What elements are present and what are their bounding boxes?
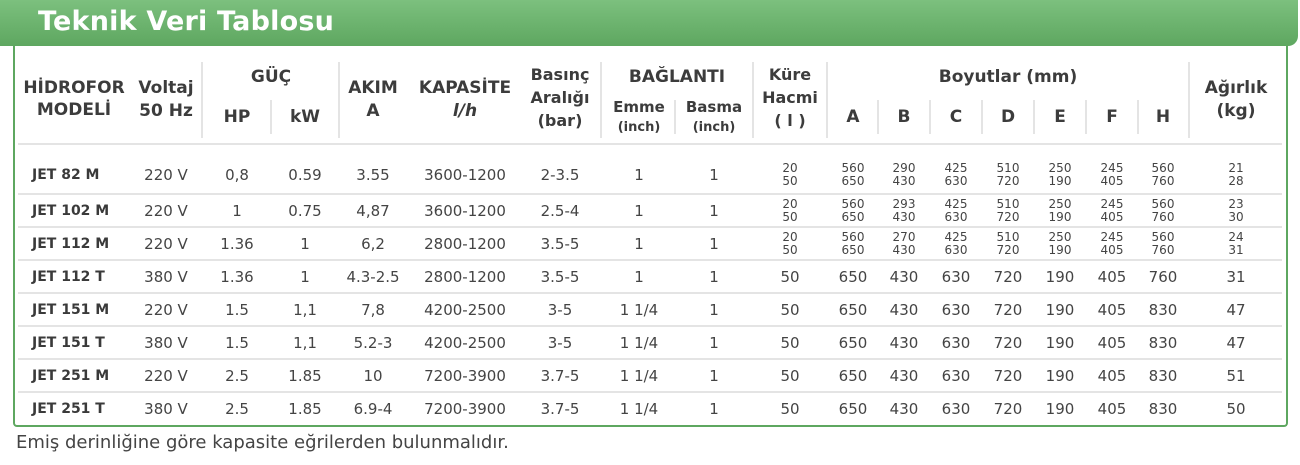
row-dim-1-2: 430	[892, 242, 916, 257]
header-pressure-top: Basınç	[530, 65, 590, 84]
row-tank: 50	[780, 366, 800, 385]
row-tank: 50	[780, 300, 800, 319]
row-dim-4-1: 250	[1048, 229, 1072, 244]
row-current: 4.3-2.5	[346, 267, 400, 286]
row-dim-6-1: 560	[1151, 229, 1175, 244]
row-dim-0-2: 650	[841, 242, 865, 257]
row-dim-3: 720	[993, 300, 1023, 319]
row-kw: 0.59	[288, 166, 322, 184]
row-dim-0-2: 650	[841, 174, 865, 188]
row-weight: 50	[1226, 399, 1246, 418]
row-dim-6: 830	[1148, 300, 1178, 319]
header-pressure-bottom: (bar)	[537, 111, 583, 130]
row-capacity: 4200-2500	[424, 333, 506, 352]
header-dim-d: D	[1000, 107, 1016, 127]
row-kw: 1.85	[288, 366, 322, 385]
row-dim-6: 830	[1148, 366, 1178, 385]
row-dim-1-2: 430	[892, 209, 916, 224]
row-kw: 1	[300, 234, 310, 253]
row-dim-1-1: 290	[892, 161, 916, 175]
header-dim-b: B	[897, 107, 911, 127]
row-hp: 1.36	[220, 234, 254, 253]
row-pressure: 2.5-4	[540, 201, 580, 220]
row-weight-1: 24	[1228, 229, 1244, 244]
header-suction-unit: (inch)	[617, 120, 661, 135]
row-dim-1-1: 270	[892, 229, 916, 244]
header-dim-e: E	[1054, 107, 1066, 127]
header-connection: BAĞLANTI	[628, 67, 726, 87]
row-dim-6: 760	[1148, 267, 1178, 286]
row-dim-5: 405	[1097, 399, 1127, 418]
row-model: JET 112 M	[32, 235, 110, 252]
row-discharge: 1	[709, 201, 719, 220]
row-hp: 0,8	[225, 166, 249, 184]
header-dimensions: Boyutlar (mm)	[938, 67, 1078, 87]
header-dim-a: A	[846, 107, 860, 127]
row-current: 6,2	[361, 234, 385, 253]
row-suction: 1 1/4	[619, 300, 659, 319]
row-dim-1-2: 430	[892, 174, 916, 188]
row-current: 10	[363, 366, 383, 385]
row-discharge: 1	[709, 333, 719, 352]
row-dim-1: 430	[889, 366, 919, 385]
row-suction: 1	[634, 166, 644, 184]
row-kw: 1,1	[293, 300, 317, 319]
row-dim-3-1: 510	[996, 196, 1020, 211]
row-current: 5.2-3	[353, 333, 393, 352]
row-weight: 47	[1226, 300, 1246, 319]
row-tank: 50	[780, 267, 800, 286]
row-dim-6-2: 760	[1151, 174, 1175, 188]
row-pressure: 2-3.5	[540, 166, 580, 184]
row-dim-1: 430	[889, 399, 919, 418]
header-suction: Emme	[613, 98, 665, 116]
row-dim-0-1: 560	[841, 161, 865, 175]
row-dim-4: 190	[1045, 300, 1075, 319]
row-dim-4-1: 250	[1048, 196, 1072, 211]
row-suction: 1	[634, 267, 644, 286]
header-tank-top: Küre	[768, 65, 812, 84]
row-dim-3: 720	[993, 399, 1023, 418]
page-title: Teknik Veri Tablosu	[38, 6, 335, 37]
row-weight-2: 28	[1228, 174, 1244, 188]
row-dim-6-2: 760	[1151, 209, 1175, 224]
row-kw: 1,1	[293, 333, 317, 352]
header-current-top: AKIM	[348, 78, 398, 98]
row-discharge: 1	[709, 300, 719, 319]
row-capacity: 3600-1200	[424, 166, 506, 184]
row-current: 3.55	[356, 166, 390, 184]
row-dim-3: 720	[993, 366, 1023, 385]
row-model: JET 151 T	[32, 334, 105, 351]
row-voltage: 220 V	[144, 201, 188, 220]
header-dim-f: F	[1106, 107, 1118, 127]
row-suction: 1 1/4	[619, 333, 659, 352]
row-weight-1: 23	[1228, 196, 1244, 211]
row-pressure: 3.5-5	[540, 267, 580, 286]
row-voltage: 220 V	[144, 166, 188, 184]
header-model	[20, 77, 128, 121]
row-tank-1: 20	[782, 196, 798, 211]
row-dim-2: 630	[941, 333, 971, 352]
row-dim-0: 650	[838, 399, 868, 418]
row-discharge: 1	[709, 366, 719, 385]
row-dim-6-1: 560	[1151, 161, 1175, 175]
row-current: 4,87	[356, 201, 390, 220]
row-pressure: 3.7-5	[540, 366, 580, 385]
row-dim-1: 430	[889, 267, 919, 286]
row-dim-6: 830	[1148, 333, 1178, 352]
row-discharge: 1	[709, 267, 719, 286]
row-current: 6.9-4	[353, 399, 393, 418]
row-tank: 50	[780, 399, 800, 418]
header-power: GÜÇ	[250, 67, 292, 87]
row-tank: 50	[780, 333, 800, 352]
header-capacity: KAPASİTE	[418, 78, 512, 98]
header-discharge-unit: (inch)	[692, 120, 736, 135]
row-voltage: 380 V	[144, 399, 188, 418]
row-suction: 1	[634, 201, 644, 220]
row-model: JET 251 M	[32, 367, 110, 384]
row-dim-3: 720	[993, 333, 1023, 352]
header-tank-bottom: ( l )	[774, 111, 806, 130]
row-weight: 51	[1226, 366, 1246, 385]
row-dim-2-1: 425	[944, 161, 968, 175]
row-kw: 1	[300, 267, 310, 286]
row-discharge: 1	[709, 166, 719, 184]
row-voltage: 220 V	[144, 300, 188, 319]
row-kw: 1.85	[288, 399, 322, 418]
row-model: JET 151 M	[32, 301, 110, 318]
row-dim-5-2: 405	[1100, 209, 1124, 224]
header-dim-c: C	[949, 107, 963, 127]
row-hp: 2.5	[225, 399, 249, 418]
row-model: JET 102 M	[32, 202, 110, 219]
row-dim-2-1: 425	[944, 196, 968, 211]
row-dim-4: 190	[1045, 366, 1075, 385]
row-dim-5-1: 245	[1100, 229, 1124, 244]
row-capacity: 4200-2500	[424, 300, 506, 319]
row-capacity: 7200-3900	[424, 366, 506, 385]
header-kw: kW	[289, 107, 321, 127]
row-dim-4-1: 250	[1048, 161, 1072, 175]
row-dim-0: 650	[838, 366, 868, 385]
row-dim-3-2: 720	[996, 209, 1020, 224]
row-suction: 1 1/4	[619, 366, 659, 385]
row-hp: 1.36	[220, 267, 254, 286]
header-weight-top: Ağırlık	[1204, 78, 1268, 98]
header-pressure-mid: Aralığı	[530, 88, 590, 107]
row-voltage: 380 V	[144, 333, 188, 352]
header-model-label: HİDROFOR MODELİ	[23, 78, 125, 120]
row-dim-4-2: 190	[1048, 242, 1072, 257]
row-dim-5-1: 245	[1100, 161, 1124, 175]
row-hp: 1.5	[225, 300, 249, 319]
row-dim-5: 405	[1097, 366, 1127, 385]
row-pressure: 3.5-5	[540, 234, 580, 253]
header-voltage-top: Voltaj	[138, 78, 194, 98]
row-dim-3: 720	[993, 267, 1023, 286]
row-dim-2-2: 630	[944, 209, 968, 224]
row-dim-4: 190	[1045, 267, 1075, 286]
row-voltage: 220 V	[144, 366, 188, 385]
header-voltage-bottom: 50 Hz	[139, 101, 193, 121]
row-dim-4: 190	[1045, 399, 1075, 418]
row-voltage: 380 V	[144, 267, 188, 286]
row-pressure: 3.7-5	[540, 399, 580, 418]
row-dim-4: 190	[1045, 333, 1075, 352]
row-capacity: 2800-1200	[424, 234, 506, 253]
row-weight: 47	[1226, 333, 1246, 352]
row-weight-2: 31	[1228, 242, 1244, 257]
row-dim-5: 405	[1097, 300, 1127, 319]
row-dim-0-2: 650	[841, 209, 865, 224]
row-weight-1: 21	[1228, 161, 1244, 175]
row-kw: 0.75	[288, 201, 322, 220]
row-dim-2: 630	[941, 300, 971, 319]
row-dim-5: 405	[1097, 333, 1127, 352]
row-dim-0-1: 560	[841, 196, 865, 211]
row-dim-4-2: 190	[1048, 174, 1072, 188]
row-suction: 1 1/4	[619, 399, 659, 418]
row-dim-6-2: 760	[1151, 242, 1175, 257]
row-voltage: 220 V	[144, 234, 188, 253]
row-tank-2: 50	[782, 242, 798, 257]
header-discharge: Basma	[685, 98, 743, 116]
row-dim-3-1: 510	[996, 161, 1020, 175]
row-dim-1: 430	[889, 333, 919, 352]
row-model: JET 112 T	[32, 268, 105, 285]
row-dim-4-2: 190	[1048, 209, 1072, 224]
row-dim-0: 650	[838, 333, 868, 352]
row-dim-1: 430	[889, 300, 919, 319]
row-capacity: 7200-3900	[424, 399, 506, 418]
row-pressure: 3-5	[547, 333, 573, 352]
row-current: 7,8	[361, 300, 385, 319]
row-tank-1: 20	[782, 161, 798, 175]
row-dim-5-1: 245	[1100, 196, 1124, 211]
row-dim-5-2: 405	[1100, 174, 1124, 188]
row-model: JET 82 M	[32, 167, 100, 183]
row-dim-5: 405	[1097, 267, 1127, 286]
row-weight-2: 30	[1228, 209, 1244, 224]
row-capacity: 3600-1200	[424, 201, 506, 220]
row-dim-1-1: 293	[892, 196, 916, 211]
footnote: Emiş derinliğine göre kapasite eğrilerden bulunmalıdır.	[16, 432, 509, 453]
row-dim-2-1: 425	[944, 229, 968, 244]
row-model: JET 251 T	[32, 400, 105, 417]
header-hp: HP	[223, 107, 251, 127]
row-dim-6: 830	[1148, 399, 1178, 418]
row-dim-3-2: 720	[996, 242, 1020, 257]
row-dim-2-2: 630	[944, 174, 968, 188]
row-discharge: 1	[709, 234, 719, 253]
row-hp: 1	[232, 201, 242, 220]
row-tank-2: 50	[782, 174, 798, 188]
row-hp: 2.5	[225, 366, 249, 385]
row-suction: 1	[634, 234, 644, 253]
header-capacity-unit: l/h	[452, 101, 478, 121]
row-weight: 31	[1226, 267, 1246, 286]
row-dim-2: 630	[941, 267, 971, 286]
row-capacity: 2800-1200	[424, 267, 506, 286]
row-dim-2: 630	[941, 366, 971, 385]
row-dim-0: 650	[838, 267, 868, 286]
row-tank-1: 20	[782, 229, 798, 244]
row-dim-0-1: 560	[841, 229, 865, 244]
row-hp: 1.5	[225, 333, 249, 352]
header-weight-bottom: (kg)	[1216, 101, 1256, 121]
row-dim-3-1: 510	[996, 229, 1020, 244]
row-dim-2: 630	[941, 399, 971, 418]
header-current-bottom: A	[366, 101, 380, 121]
row-tank-2: 50	[782, 209, 798, 224]
row-dim-2-2: 630	[944, 242, 968, 257]
row-dim-6-1: 560	[1151, 196, 1175, 211]
row-discharge: 1	[709, 399, 719, 418]
row-dim-3-2: 720	[996, 174, 1020, 188]
header-dim-h: H	[1155, 107, 1171, 127]
row-dim-0: 650	[838, 300, 868, 319]
row-dim-5-2: 405	[1100, 242, 1124, 257]
header-tank-mid: Hacmi	[762, 88, 818, 107]
row-pressure: 3-5	[547, 300, 573, 319]
